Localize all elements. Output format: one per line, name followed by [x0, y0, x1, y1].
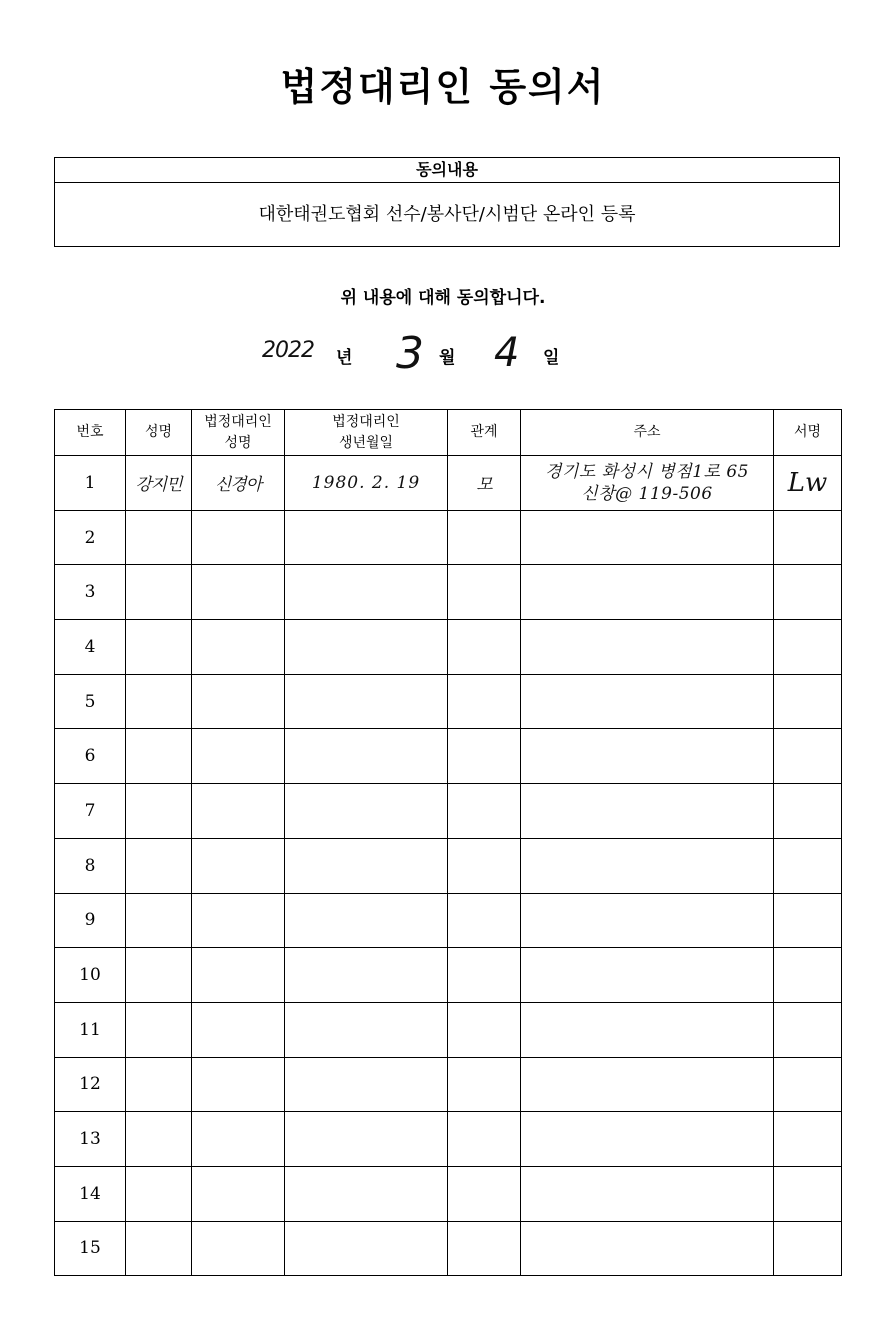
table-row — [55, 784, 842, 839]
table-row — [55, 1166, 842, 1221]
header-guardian-birth-line1: 법정대리인 — [332, 413, 400, 430]
row-relation-cell — [448, 510, 521, 565]
date-year-label: 년 — [336, 348, 353, 368]
table-row — [55, 456, 842, 511]
row-guardian-name-cell — [192, 893, 285, 948]
row-guardian-name-cell — [192, 1221, 285, 1276]
date-month-label: 월 — [439, 348, 456, 368]
row-relation-cell — [448, 784, 521, 839]
row-guardian-birth-cell — [285, 784, 448, 839]
header-guardian-birth — [285, 410, 448, 456]
row-signature-cell — [774, 729, 842, 784]
table-row — [55, 1057, 842, 1112]
row-address-line1: 경기도 화성시 병점1로 65 — [545, 461, 749, 482]
row-signature-cell — [774, 838, 842, 893]
row-relation-cell — [448, 729, 521, 784]
row-signature-cell — [774, 1112, 842, 1167]
consent-header: 동의내용 — [55, 158, 839, 183]
row-name-cell — [126, 838, 192, 893]
row-relation-cell — [448, 948, 521, 1003]
row-guardian-name-cell — [192, 1112, 285, 1167]
row-guardian-name-cell — [192, 838, 285, 893]
table-row — [55, 948, 842, 1003]
row-signature-cell — [774, 1221, 842, 1276]
date-day: 4 — [494, 330, 520, 376]
row-relation-cell — [448, 838, 521, 893]
row-signature-cell — [774, 948, 842, 1003]
header-address: 주소 — [521, 410, 774, 456]
row-relation-cell — [448, 893, 521, 948]
row-no: 9 — [55, 893, 126, 948]
header-no: 번호 — [55, 410, 126, 456]
row-relation-cell — [448, 674, 521, 729]
row-signature-cell — [774, 510, 842, 565]
row-no: 8 — [55, 838, 126, 893]
row-signature-cell — [774, 565, 842, 620]
table-row — [55, 838, 842, 893]
row-relation: 모 — [448, 456, 521, 511]
row-guardian-birth-cell — [285, 620, 448, 675]
row-no: 1 — [55, 456, 126, 511]
row-guardian-name-cell — [192, 1002, 285, 1057]
table-row — [55, 1002, 842, 1057]
date-month: 3 — [396, 328, 424, 379]
row-signature-cell — [774, 674, 842, 729]
row-name-cell — [126, 565, 192, 620]
row-address-cell — [521, 1166, 774, 1221]
row-no: 2 — [55, 510, 126, 565]
row-guardian-name-cell — [192, 1057, 285, 1112]
row-guardian-birth-cell — [285, 565, 448, 620]
table-row — [55, 1221, 842, 1276]
row-name: 강지민 — [126, 456, 192, 511]
header-name: 성명 — [126, 410, 192, 456]
row-guardian-birth-cell — [285, 1057, 448, 1112]
row-name-cell — [126, 893, 192, 948]
row-name-cell — [126, 729, 192, 784]
page-title: 법정대리인 동의서 — [280, 65, 606, 109]
row-address-cell — [521, 948, 774, 1003]
row-signature-cell — [774, 784, 842, 839]
row-address-cell — [521, 729, 774, 784]
row-guardian-name-cell — [192, 784, 285, 839]
row-guardian-birth-cell — [285, 893, 448, 948]
row-guardian-birth: 1980. 2. 19 — [285, 456, 448, 511]
row-guardian-birth-cell — [285, 1166, 448, 1221]
row-no: 12 — [55, 1057, 126, 1112]
row-address-cell — [521, 674, 774, 729]
row-no: 6 — [55, 729, 126, 784]
row-relation-cell — [448, 1221, 521, 1276]
row-guardian-name-cell — [192, 729, 285, 784]
row-address-cell — [521, 1112, 774, 1167]
row-name-cell — [126, 1002, 192, 1057]
row-relation-cell — [448, 1002, 521, 1057]
row-address-cell — [521, 1057, 774, 1112]
row-relation-cell — [448, 1166, 521, 1221]
row-guardian-birth-cell — [285, 510, 448, 565]
consent-body: 대한태권도협회 선수/봉사단/시범단 온라인 등록 — [258, 204, 636, 225]
table-row — [55, 565, 842, 620]
row-signature: Lw — [774, 456, 842, 511]
row-no: 10 — [55, 948, 126, 1003]
row-signature-cell — [774, 1166, 842, 1221]
row-guardian-name-cell — [192, 565, 285, 620]
row-signature-cell — [774, 1002, 842, 1057]
row-guardian-birth-cell — [285, 1002, 448, 1057]
header-guardian-birth-line2: 생년월일 — [338, 434, 394, 451]
consent-box — [54, 157, 840, 247]
table-row — [55, 674, 842, 729]
row-address-cell — [521, 620, 774, 675]
header-guardian-name — [192, 410, 285, 456]
row-name-cell — [126, 784, 192, 839]
row-no: 15 — [55, 1221, 126, 1276]
row-no: 13 — [55, 1112, 126, 1167]
table-row — [55, 510, 842, 565]
row-name-cell — [126, 1221, 192, 1276]
row-address-cell — [521, 1221, 774, 1276]
row-guardian-name: 신경아 — [192, 456, 285, 511]
header-relation: 관계 — [448, 410, 521, 456]
row-name-cell — [126, 674, 192, 729]
row-guardian-name-cell — [192, 948, 285, 1003]
row-address-cell — [521, 838, 774, 893]
row-relation-cell — [448, 1112, 521, 1167]
row-guardian-birth-cell — [285, 1112, 448, 1167]
row-signature-cell — [774, 893, 842, 948]
guardian-table — [54, 409, 842, 1276]
row-address-cell — [521, 1002, 774, 1057]
row-guardian-name-cell — [192, 674, 285, 729]
table-row — [55, 893, 842, 948]
header-guardian-name-line2: 성명 — [224, 434, 252, 451]
row-address-cell — [521, 510, 774, 565]
table-header-row — [55, 410, 842, 456]
row-no: 4 — [55, 620, 126, 675]
date-day-label: 일 — [543, 348, 560, 368]
row-name-cell — [126, 1057, 192, 1112]
row-guardian-name-cell — [192, 1166, 285, 1221]
header-signature: 서명 — [774, 410, 842, 456]
row-address-cell — [521, 565, 774, 620]
row-address-cell — [521, 784, 774, 839]
row-signature-cell — [774, 1057, 842, 1112]
row-name-cell — [126, 510, 192, 565]
row-no: 7 — [55, 784, 126, 839]
date-year: 2022 — [262, 338, 314, 363]
row-name-cell — [126, 620, 192, 675]
row-guardian-birth-cell — [285, 1221, 448, 1276]
agree-statement: 위 내용에 대해 동의합니다. — [340, 288, 546, 308]
row-no: 3 — [55, 565, 126, 620]
row-guardian-birth-cell — [285, 729, 448, 784]
row-address-cell — [521, 893, 774, 948]
row-guardian-birth-cell — [285, 948, 448, 1003]
row-relation-cell — [448, 620, 521, 675]
header-guardian-name-line1: 법정대리인 — [204, 413, 272, 430]
row-guardian-name-cell — [192, 510, 285, 565]
table-row — [55, 620, 842, 675]
table-row — [55, 1112, 842, 1167]
row-no: 5 — [55, 674, 126, 729]
row-name-cell — [126, 948, 192, 1003]
row-guardian-birth-cell — [285, 674, 448, 729]
row-no: 14 — [55, 1166, 126, 1221]
row-signature-cell — [774, 620, 842, 675]
row-address-line2: 신창@ 119-506 — [581, 483, 713, 504]
row-name-cell — [126, 1112, 192, 1167]
row-relation-cell — [448, 1057, 521, 1112]
row-no: 11 — [55, 1002, 126, 1057]
row-name-cell — [126, 1166, 192, 1221]
row-guardian-name-cell — [192, 620, 285, 675]
row-address — [521, 456, 774, 511]
row-relation-cell — [448, 565, 521, 620]
table-row — [55, 729, 842, 784]
row-guardian-birth-cell — [285, 838, 448, 893]
